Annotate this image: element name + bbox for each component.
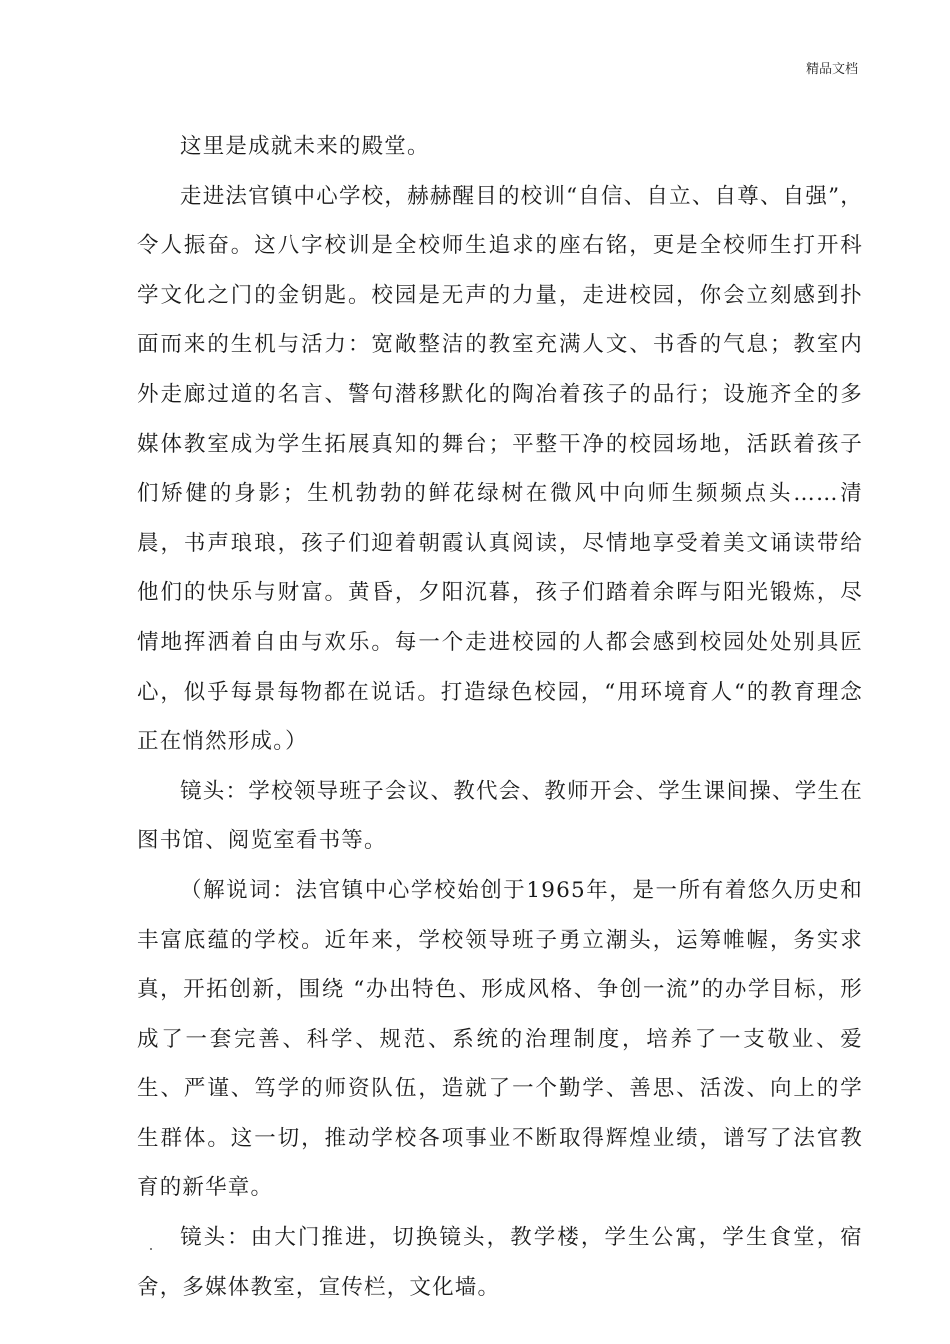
paragraph-campus-description: 走进法官镇中心学校，赫赫醒目的校训“自信、自立、自尊、自强”，令人振奋。这八字校训是全校师生追求的座右铭，更是全校师生打开科学文化之门的金钥匙。校园是无声的力量，走进校园，你会立刻感到扑面而来的生机与活力：宽敞整洁的教室充满人文、书香的气息；教室内外走廊过道的名言、警句潜移默化的陶冶着孩子的品行；设施齐全的多媒体教室成为学生拓展真知的舞台；平整干净的校园场地，活跃着孩子们矫健的身影；生机勃勃的鲜花绿树在微风中向师生频频点头……清晨，书声琅琅，孩子们迎着朝霞认真阅读，尽情地享受着美文诵读带给他们的快乐与财富。黄昏，夕阳沉暮，孩子们踏着余晖与阳光锻炼，尽情地挥洒着自由与欢乐。每一个走进校园的人都会感到校园处处别具匠心，似乎每景每物都在说话。打造绿色校园，“用环境育人“的教育理念正在悄然形成。）	[137, 183, 863, 755]
paragraph-narration-history: （解说词：法官镇中心学校始创于1965年，是一所有着悠久历史和丰富底蕴的学校。近年来，学校领导班子勇立潮头，运筹帷幄，务实求真，开拓创新，围绕 “办出特色、形成风格、争创一流”的办学目标，形成了一套完善、科学、规范、系统的治理制度，培养了一支敬业、爱生、严谨、笃学的师资队伍，造就了一个勤学、善思、活泼、向上的学生群体。这一切，推动学校各项事业不断取得辉煌业绩，谱写了法官教育的新华章。	[137, 877, 863, 1201]
header-watermark-label: 精品文档	[805, 62, 858, 77]
document-body	[137, 122, 863, 1312]
paragraph-shot-campus-tour: 镜头：由大门推进，切换镜头，教学楼，学生公寓，学生食堂，宿舍，多媒体教室，宣传栏，文化墙。	[137, 1225, 863, 1300]
paragraph-shot-meeting: 镜头：学校领导班子会议、教代会、教师开会、学生课间操、学生在图书馆、阅览室看书等。	[137, 778, 863, 854]
paragraph-intro: 这里是成就未来的殿堂。	[180, 134, 430, 159]
footer-dot	[150, 1248, 152, 1250]
